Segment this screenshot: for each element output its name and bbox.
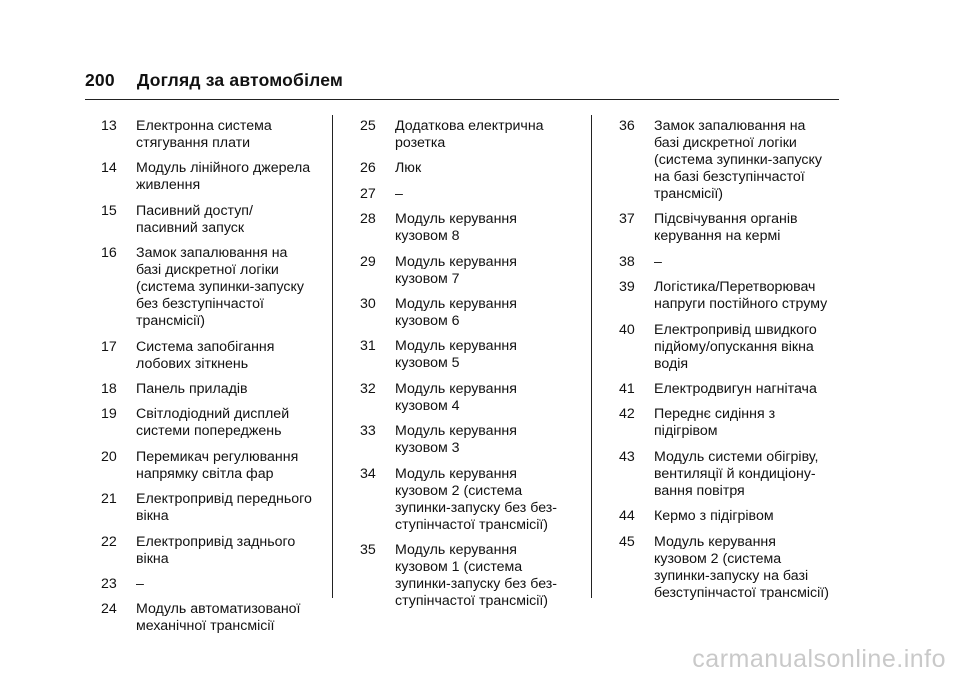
item-description	[654, 508, 774, 525]
list-item	[619, 254, 829, 271]
description-line: Модуль керування	[654, 533, 776, 550]
list-item	[360, 296, 557, 330]
description-line: Електронна система	[136, 118, 272, 134]
item-description	[395, 542, 557, 610]
description-line: пасивний запуск	[136, 219, 245, 236]
description-line: живлення	[136, 177, 201, 194]
description-line: зупинки-запуску на базі	[654, 567, 809, 584]
item-description	[654, 118, 822, 203]
item-number: 34	[360, 465, 376, 482]
item-number: 41	[619, 380, 635, 397]
item-number: 44	[619, 508, 635, 525]
item-number: 42	[619, 406, 635, 423]
item-number: 20	[101, 448, 117, 465]
item-description	[136, 449, 298, 483]
description-line: Модуль керування	[395, 295, 517, 312]
item-description	[395, 296, 517, 330]
item-number: 30	[360, 295, 376, 312]
item-description	[136, 534, 295, 568]
list-item	[360, 186, 557, 203]
item-number: 36	[619, 118, 635, 134]
item-number: 21	[101, 491, 117, 508]
item-number: 32	[360, 380, 376, 397]
description-line: Переднє сидіння з	[654, 406, 776, 423]
item-number: 37	[619, 211, 635, 228]
description-line: механічної трансмісії	[136, 618, 275, 635]
item-description	[395, 338, 517, 372]
item-number: 18	[101, 380, 117, 397]
list-item	[619, 279, 829, 313]
item-description	[136, 576, 144, 593]
item-description	[654, 406, 775, 440]
list-item	[619, 449, 829, 500]
item-description	[136, 118, 272, 152]
list-item	[101, 534, 312, 568]
item-description	[654, 449, 818, 500]
column-2	[360, 118, 557, 618]
item-description	[395, 423, 517, 457]
description-line: –	[136, 575, 144, 592]
description-line: вікна	[136, 508, 169, 525]
list-item	[360, 381, 557, 415]
description-line: Модуль керування	[395, 338, 517, 355]
item-number: 35	[360, 541, 376, 558]
item-description	[136, 406, 289, 440]
description-line: напруги постійного струму	[654, 296, 828, 313]
description-line: трансмісії)	[654, 186, 724, 202]
item-description	[136, 203, 253, 237]
list-item	[619, 534, 829, 602]
description-line: на базі безступінчастої	[654, 169, 805, 185]
description-line: підйому/опускання вікна	[654, 338, 814, 355]
list-item	[101, 381, 312, 398]
description-line: без безступінчастої	[136, 296, 264, 313]
description-line: кузовом 2 (система	[654, 550, 782, 567]
item-number: 19	[101, 406, 117, 423]
item-number: 45	[619, 533, 635, 550]
description-line: Світлодіодний дисплей	[136, 406, 290, 423]
description-line: Додаткова електрична	[395, 118, 544, 134]
item-number: 24	[101, 601, 117, 618]
item-description	[395, 160, 421, 177]
item-description	[136, 601, 301, 635]
description-line: зупинки-запуску без без-	[395, 499, 558, 516]
description-line: –	[395, 185, 403, 202]
description-line: базі дискретної логіки	[654, 135, 797, 151]
description-line: кузовом 6	[395, 312, 460, 329]
item-number: 27	[360, 185, 376, 202]
item-number: 29	[360, 253, 376, 270]
item-number: 16	[101, 245, 117, 262]
description-line: Електропривід швидкого	[654, 321, 817, 338]
description-line: Модуль керування	[395, 423, 517, 440]
item-description	[395, 186, 403, 203]
item-number: 39	[619, 279, 635, 296]
description-line: безступінчастої трансмісії)	[654, 584, 829, 601]
description-line: ступінчастої трансмісії)	[395, 592, 549, 609]
watermark: carmanualsonline.info	[692, 645, 946, 673]
description-line: базі дискретної логіки	[136, 262, 279, 279]
description-line: Електропривід переднього	[136, 491, 312, 508]
list-item	[619, 211, 829, 245]
description-line: стягування плати	[136, 135, 251, 151]
item-description	[654, 211, 798, 245]
list-item	[101, 576, 312, 593]
item-description	[395, 118, 544, 152]
description-line: Модуль автоматизованої	[136, 601, 301, 618]
description-line: Модуль керування	[395, 465, 517, 482]
description-line: Замок запалювання на	[136, 245, 288, 262]
list-item	[619, 118, 829, 203]
description-line: Модуль системи обігріву,	[654, 448, 819, 465]
description-line: Підсвічування органів	[654, 211, 798, 228]
item-description	[654, 322, 817, 373]
list-item	[360, 466, 557, 534]
list-item	[360, 118, 557, 152]
description-line: кузовом 8	[395, 228, 460, 245]
item-description	[654, 381, 817, 398]
header-rule	[85, 99, 839, 100]
list-item	[360, 338, 557, 372]
item-number: 23	[101, 575, 117, 592]
item-number: 28	[360, 211, 376, 228]
item-number: 43	[619, 448, 635, 465]
item-number: 38	[619, 253, 635, 270]
description-line: Електродвигун нагнітача	[654, 380, 817, 397]
item-description	[395, 211, 517, 245]
description-line: Модуль керування	[395, 380, 517, 397]
description-line: ступінчастої трансмісії)	[395, 516, 549, 533]
description-line: Модуль керування	[395, 541, 517, 558]
description-line: вентиляції й кондиціону-	[654, 465, 816, 482]
description-line: розетка	[395, 135, 446, 151]
list-item	[101, 601, 312, 635]
description-line: кузовом 7	[395, 270, 460, 287]
list-item	[360, 254, 557, 288]
list-item	[360, 542, 557, 610]
description-line: керування на кермі	[654, 228, 781, 245]
description-line: підігрівом	[654, 423, 718, 440]
list-item	[360, 211, 557, 245]
item-number: 25	[360, 118, 376, 134]
column-divider-1	[332, 115, 333, 598]
item-description	[395, 381, 517, 415]
description-line: Перемикач регулювання	[136, 448, 299, 465]
description-line: Замок запалювання на	[654, 118, 806, 134]
item-number: 22	[101, 533, 117, 550]
list-item	[360, 423, 557, 457]
item-description	[654, 279, 827, 313]
item-description	[654, 534, 829, 602]
item-description	[136, 339, 274, 373]
column-divider-2	[591, 115, 592, 598]
page-number: 200	[85, 70, 115, 90]
description-line: Люк	[395, 160, 422, 177]
description-line: Панель приладів	[136, 380, 248, 397]
item-number: 40	[619, 321, 635, 338]
description-line: вання повітря	[654, 482, 745, 499]
item-number: 14	[101, 160, 117, 177]
item-number: 26	[360, 160, 376, 177]
description-line: –	[654, 253, 662, 270]
item-description	[654, 254, 662, 271]
description-line: вікна	[136, 550, 169, 567]
description-line: Логістика/Перетворювач	[654, 279, 816, 296]
description-line: Система запобігання	[136, 338, 275, 355]
item-description	[136, 381, 248, 398]
list-item	[101, 245, 312, 330]
description-line: Модуль керування	[395, 211, 517, 228]
list-item	[101, 118, 312, 152]
description-line: Модуль лінійного джерела	[136, 160, 311, 177]
page-header	[85, 70, 343, 91]
list-item	[101, 449, 312, 483]
description-line: Кермо з підігрівом	[654, 508, 774, 525]
item-number: 17	[101, 338, 117, 355]
item-number: 33	[360, 423, 376, 440]
description-line: кузовом 2 (система	[395, 482, 523, 499]
item-description	[395, 254, 517, 288]
description-line: зупинки-запуску без без-	[395, 575, 558, 592]
list-item	[360, 160, 557, 177]
item-description	[395, 466, 557, 534]
item-number: 13	[101, 118, 117, 134]
page-title: Догляд за автомобілем	[136, 70, 344, 90]
description-line: лобових зіткнень	[136, 355, 249, 372]
item-number: 15	[101, 202, 117, 219]
description-line: трансмісії)	[136, 313, 206, 330]
item-description	[136, 160, 310, 194]
description-line: Модуль керування	[395, 253, 517, 270]
list-item	[619, 508, 829, 525]
list-item	[101, 203, 312, 237]
list-item	[101, 491, 312, 525]
description-line: Електропривід заднього	[136, 533, 296, 550]
item-description	[136, 491, 312, 525]
column-3	[619, 118, 829, 610]
description-line: кузовом 5	[395, 355, 460, 372]
list-item	[619, 381, 829, 398]
description-line: напрямку світла фар	[136, 465, 274, 482]
description-line: кузовом 4	[395, 397, 460, 414]
description-line: кузовом 1 (система	[395, 558, 523, 575]
list-item	[101, 339, 312, 373]
description-line: Пасивний доступ/	[136, 202, 253, 219]
list-item	[619, 322, 829, 373]
list-item	[101, 160, 312, 194]
item-number: 31	[360, 338, 376, 355]
description-line: кузовом 3	[395, 440, 460, 457]
list-item	[619, 406, 829, 440]
description-line: (система зупинки-запуску	[654, 152, 822, 168]
description-line: водія	[654, 355, 689, 372]
column-1	[101, 118, 312, 644]
description-line: системи попереджень	[136, 423, 282, 440]
description-line: (система зупинки-запуску	[136, 279, 304, 296]
list-item	[101, 406, 312, 440]
item-description	[136, 245, 304, 330]
